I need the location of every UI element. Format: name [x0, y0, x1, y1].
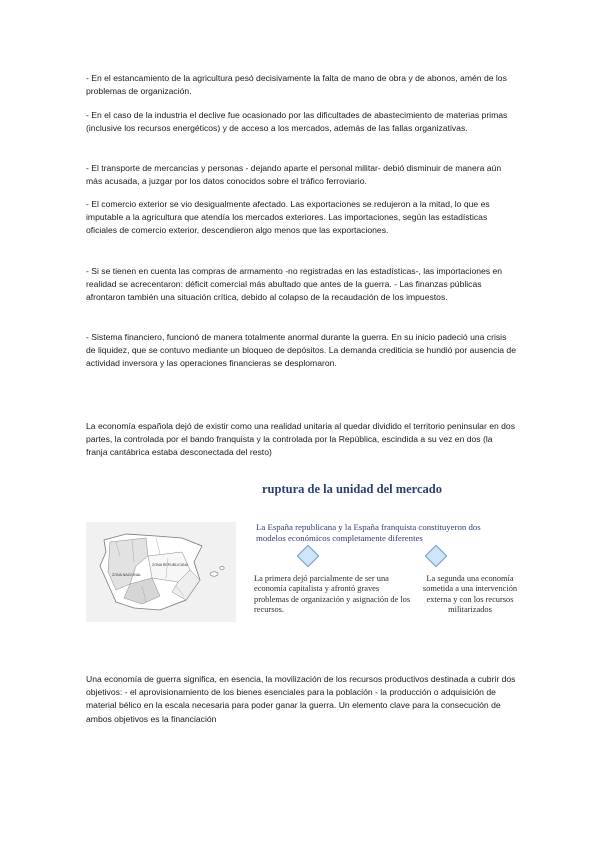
map-label-republicana: ZONA REPUBLICANA [152, 563, 189, 567]
paragraph-comercio-exterior: - El comercio exterior se vio desigualmente afectado. Las exportaciones se redujeron a la mitad, lo que es imputable a la agricultura que atendía los mercados exteriores. Las importaciones, según las estadísticas oficiales de comercio exterior, descendieron algo menos que las exportaciones. [86, 199, 490, 236]
paragraph-transporte: - El transporte de mercancías y personas - dejando aparte el personal militar- debió disminuir de manera aún más acusada, a juzgar por los datos conocidos sobre el tráfico ferroviario. [86, 163, 502, 187]
arrow-diamond-icon [297, 545, 320, 568]
arrow-diamond-icon [425, 545, 448, 568]
figure-right-text: La segunda una economía sometida a una intervención externa y con los recursos militarizados [422, 574, 518, 615]
figure-ruptura-mercado [86, 482, 518, 642]
paragraph-agricultura: - En el estancamiento de la agricultura pesó decisivamente la falta de mano de obra y de abonos, amén de los problemas de organización. [86, 73, 507, 97]
figure-subtitle: La España republicana y la España franquista constituyeron dos modelos económicos completamente diferentes [256, 522, 481, 543]
map-label-nacional: ZONA NACIONAL [112, 573, 142, 577]
figure-left-text: La primera dejó parcialmente de ser una economía capitalista y afrontó graves problemas de organización y asignación de los recursos. [254, 574, 411, 615]
spain-map [86, 522, 236, 622]
paragraph-economia-dividida: La economía española dejó de existir como una realidad unitaria al quedar dividido el territorio peninsular en dos partes, la controlada por el bando franquista y la controlada por la República, escindida a su vez en dos (la franja cantábrica estaba desconectada del resto) [86, 421, 515, 458]
spain-map-icon [86, 522, 236, 622]
paragraph-industria: - En el caso de la industria el declive fue ocasionado por las dificultades de abastecimiento de materias primas (inclusive los recursos energéticos) y de acceso a los mercados, además de las fallas organizativas. [86, 110, 508, 134]
paragraph-sistema-financiero: - Sistema financiero, funcionó de manera totalmente anormal durante la guerra. En su inicio padeció una crisis de liquidez, que se contuvo mediante un bloqueo de depósitos. La demanda crediticia se hundió por ausencia de actividad inversora y las operaciones financieras se desplomaron. [86, 332, 516, 369]
figure-title: ruptura de la unidad del mercado [262, 482, 442, 496]
paragraph-armamento-finanzas: - Si se tienen en cuenta las compras de armamento -no registradas en las estadísticas-, las importaciones en realidad se acrecentaron: déficit comercial más abultado que antes de la guerra. - Las finanzas públicas afrontaron también una situación crítica, debido al colapso de la recaudación de los impuestos. [86, 266, 503, 303]
paragraph-economia-guerra: Una economía de guerra significa, en esencia, la movilización de los recursos productivos destinada a cubrir dos objetivos: - el aprovisionamiento de los bienes esenciales para la población - la producción o adquisición de material bélico en la escala necesaria para poder ganar la guerra. Un elemento clave para la consecución de ambos objetivos es la financiación [86, 674, 516, 724]
